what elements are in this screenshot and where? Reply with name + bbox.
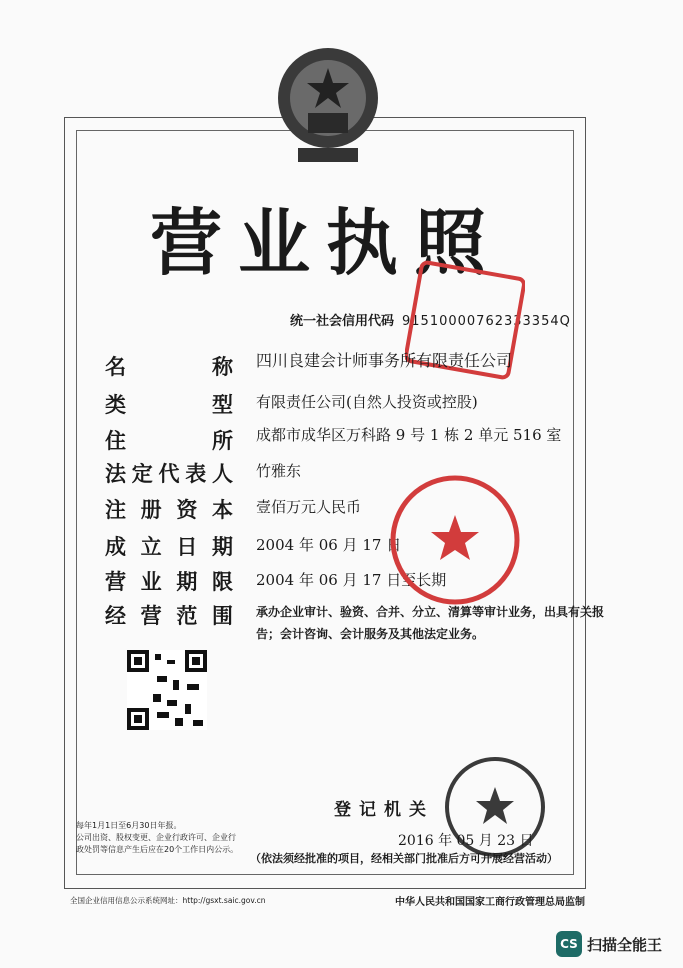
license-title: 营业执照 bbox=[150, 200, 503, 285]
national-emblem-icon bbox=[273, 38, 383, 168]
value-scope-line2: 告；会计咨询、会计服务及其他法定业务。 bbox=[256, 627, 485, 641]
value-term: 2004 年 06 月 17 日至长期 bbox=[256, 571, 447, 589]
credit-code-label: 统一社会信用代码 bbox=[290, 314, 395, 329]
value-address: 成都市成华区万科路 9 号 1 栋 2 单元 516 室 bbox=[256, 426, 562, 444]
scanner-app-brand bbox=[556, 931, 662, 957]
label-term: 营 业 期 限 bbox=[105, 569, 233, 594]
website-line: 全国企业信用信息公示系统网址：http://gsxt.saic.gov.cn bbox=[70, 896, 266, 905]
label-established: 成 立 日 期 bbox=[105, 534, 233, 559]
qr-code bbox=[127, 650, 207, 730]
label-scope: 经 营 范 围 bbox=[105, 603, 233, 628]
label-legal-rep: 法 定 代 表 人 bbox=[105, 461, 233, 486]
label-address: 住 所 bbox=[105, 428, 233, 453]
registration-authority-label: 登记机关 bbox=[334, 800, 434, 820]
label-capital: 注 册 资 本 bbox=[105, 497, 233, 522]
value-established: 2004 年 06 月 17 日 bbox=[256, 536, 402, 554]
label-type: 类 型 bbox=[105, 392, 233, 417]
annual-report-notice: 每年1月1日至6月30日年报。 公司出资、股权变更、企业行政许可、企业行 政处罚等信息产生后应在20个工作日内公示。 bbox=[76, 821, 239, 854]
approval-note: （依法须经批准的项目，经相关部门批准后方可开展经营活动） bbox=[250, 852, 558, 865]
value-name: 四川良建会计师事务所有限责任公司 bbox=[256, 351, 513, 370]
value-legal-rep: 竹雅东 bbox=[256, 462, 302, 480]
credit-code-value: 91510000762333354Q bbox=[402, 314, 571, 329]
issuer-footer: 中华人民共和国国家工商行政管理总局监制 bbox=[395, 897, 585, 908]
value-scope-line1: 承办企业审计、验资、合并、分立、清算等审计业务，出具有关报 bbox=[256, 605, 605, 619]
camscanner-logo-icon: CS bbox=[556, 931, 582, 957]
value-type: 有限责任公司(自然人投资或控股) bbox=[256, 393, 478, 411]
value-capital: 壹佰万元人民币 bbox=[256, 498, 362, 516]
company-seal bbox=[385, 470, 525, 610]
brand-name: 扫描全能王 bbox=[587, 935, 663, 954]
label-name: 名 称 bbox=[105, 354, 233, 379]
registration-date: 2016 年 05 月 23 日 bbox=[398, 833, 534, 849]
